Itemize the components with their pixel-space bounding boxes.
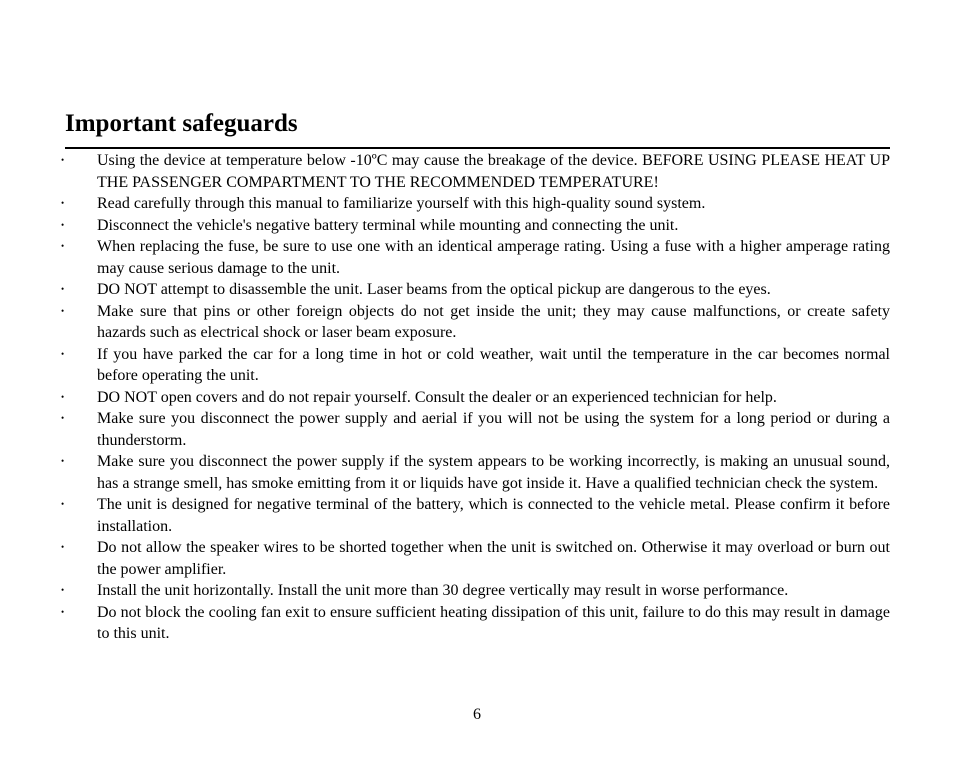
bullet-icon: • (61, 198, 65, 208)
list-item-text: Do not block the cooling fan exit to ensure sufficient heating dissipation of this unit, failure to do this may result in damage to this unit. (97, 603, 890, 642)
bullet-icon: • (61, 219, 65, 230)
list-item (61, 279, 890, 301)
list-item (61, 236, 890, 279)
bullet-icon: • (61, 305, 65, 316)
list-item-text: Disconnect the vehicle's negative battery terminal while mounting and connecting the unit. (97, 216, 679, 234)
safeguards-list (61, 150, 890, 645)
list-item (61, 193, 890, 215)
list-item (61, 301, 890, 344)
list-item-text: If you have parked the car for a long time in hot or cold weather, wait until the temperature in the car becomes normal before operating the unit. (97, 345, 890, 384)
bullet-icon: • (61, 606, 65, 617)
bullet-icon: • (61, 241, 65, 251)
list-item (61, 344, 890, 387)
bullet-icon: • (61, 499, 65, 509)
list-item-text: DO NOT attempt to disassemble the unit. Laser beams from the optical pickup are dangerous to the eyes. (97, 281, 771, 298)
page-title: Important safeguards (65, 110, 298, 137)
list-item-text: When replacing the fuse, be sure to use one with an identical amperage rating. Using a fuse with a higher amperage rating may cause serious damage to the unit. (97, 238, 890, 277)
bullet-icon: • (61, 284, 65, 294)
bullet-icon: • (61, 585, 65, 595)
bullet-icon: • (61, 413, 65, 423)
bullet-icon: • (61, 348, 65, 359)
title-underline (65, 147, 890, 149)
list-item-text: The unit is designed for negative terminal of the battery, which is connected to the vehicle metal. Please confirm it before installation. (97, 496, 890, 535)
list-item-text: Make sure you disconnect the power supply and aerial if you will not be using the system for a long period or during a thunderstorm. (97, 410, 890, 449)
list-item-text: Read carefully through this manual to familiarize yourself with this high-quality sound system. (97, 195, 706, 212)
bullet-icon: • (61, 542, 65, 552)
list-item (61, 580, 890, 602)
list-item (61, 451, 890, 494)
list-item-text: Make sure you disconnect the power supply if the system appears to be working incorrectly, is making an unusual sound, has a strange smell, has smoke emitting from it or liquids have got inside it. Have a qualified technician check the system. (97, 453, 890, 492)
list-item (61, 537, 890, 580)
list-item (61, 408, 890, 451)
list-item (61, 150, 890, 193)
bullet-icon: • (61, 456, 65, 466)
list-item-text: Install the unit horizontally. Install the unit more than 30 degree vertically may result in worse performance. (97, 582, 789, 599)
list-item (61, 215, 890, 237)
list-item (61, 387, 890, 409)
page-number: 6 (473, 706, 481, 723)
list-item-text: Make sure that pins or other foreign objects do not get inside the unit; they may cause malfunctions, or create safety hazards such as electrical shock or laser beam exposure. (97, 302, 890, 341)
list-item-text: Do not allow the speaker wires to be shorted together when the unit is switched on. Otherwise it may overload or burn out the power amplifier. (97, 539, 890, 578)
list-item (61, 602, 890, 645)
list-item-text: Using the device at temperature below -10ºC may cause the breakage of the device. BEFORE USING PLEASE HEAT UP THE PASSENGER COMPARTMENT TO THE RECOMMENDED TEMPERATURE! (97, 152, 890, 191)
list-item-text: DO NOT open covers and do not repair yourself. Consult the dealer or an experienced technician for help. (97, 388, 777, 406)
bullet-icon: • (61, 155, 65, 165)
list-item (61, 494, 890, 537)
bullet-icon: • (61, 391, 65, 402)
